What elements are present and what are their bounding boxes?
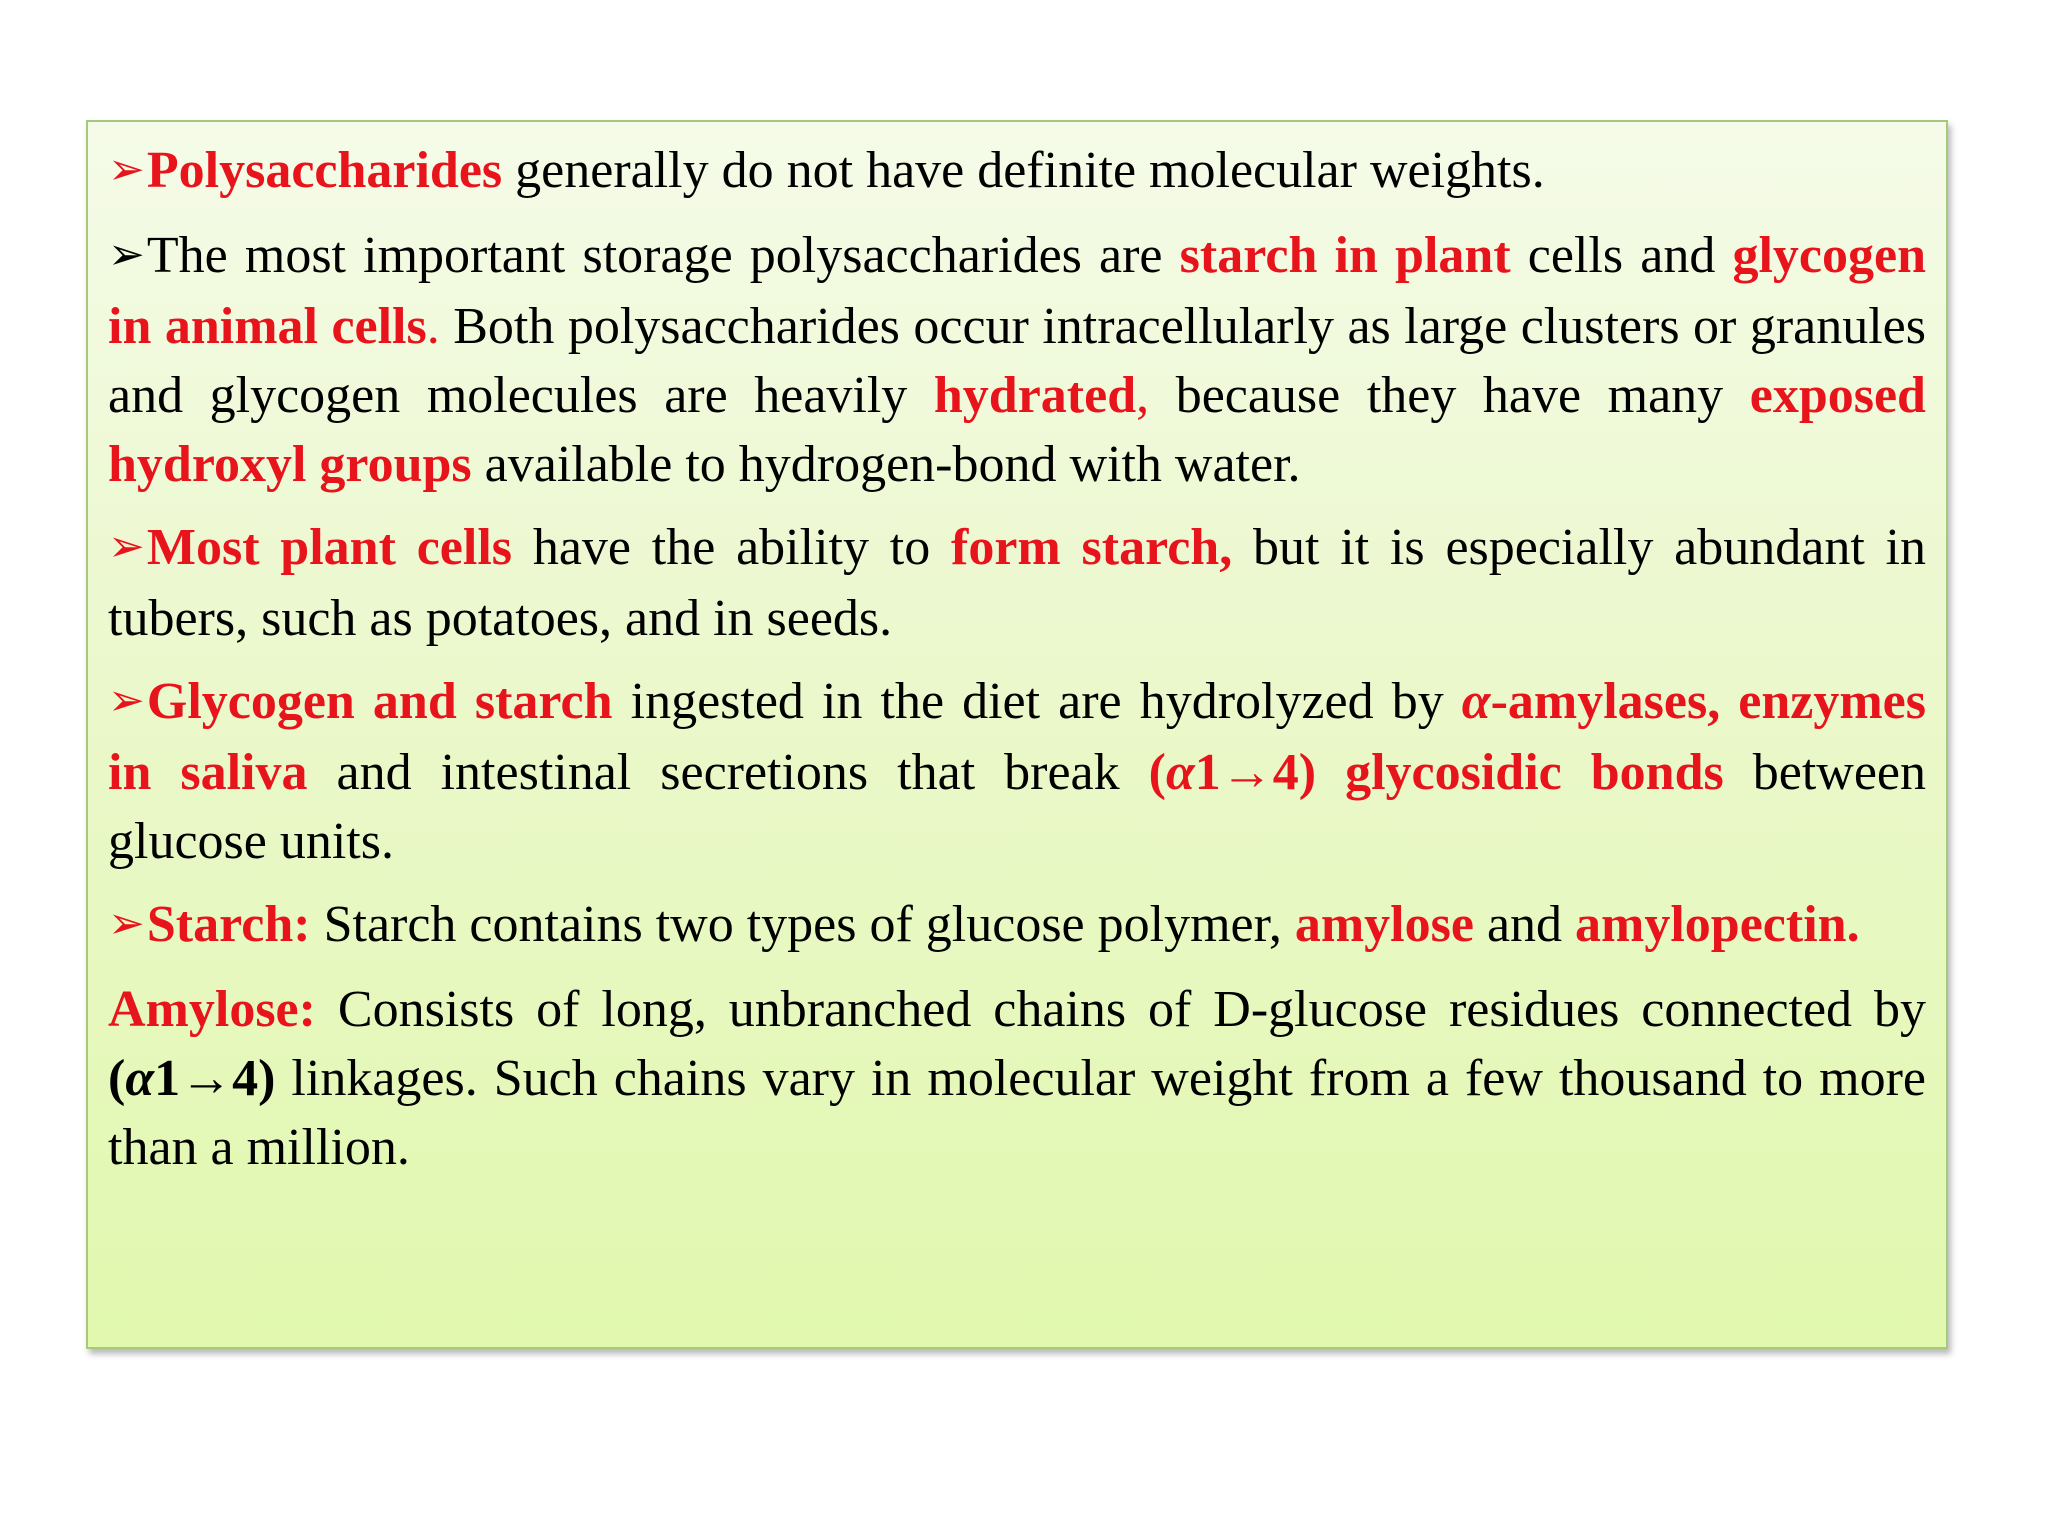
- term-amylases: -amylases, enzymes in saliva: [108, 673, 1926, 801]
- term-form-starch: form starch,: [951, 519, 1233, 576]
- term-starch-in-plant: starch in plant: [1179, 227, 1511, 284]
- text-span: The most important storage polysaccharides are: [146, 227, 1180, 284]
- arrow-bullet-icon: ➢: [108, 898, 145, 949]
- paragraph-polysaccharides: [108, 136, 1926, 207]
- alpha-symbol: α: [1165, 744, 1195, 801]
- paragraph-storage: [108, 221, 1926, 499]
- text-span: and intestinal secretions that break: [307, 744, 1149, 801]
- term-starch: Starch:: [146, 896, 311, 953]
- arrow-bullet-icon: ➢: [108, 229, 145, 280]
- text-span: ,: [1136, 367, 1150, 424]
- text-span: (: [1148, 744, 1166, 801]
- text-span: have the ability to: [512, 519, 952, 576]
- paragraph-starch: [108, 890, 1926, 961]
- term-glycogen-in-animal-cells: glycogen in animal cells: [108, 227, 1926, 355]
- text-span: ingested in the diet are hydrolyzed by: [612, 673, 1462, 730]
- paragraph-amylose: [108, 975, 1926, 1182]
- text-span: generally do not have definite molecular weights.: [502, 142, 1545, 199]
- term-exposed-hydroxyl-groups: exposed hydroxyl groups: [108, 367, 1926, 493]
- term-amylopectin: amylopectin.: [1575, 896, 1860, 953]
- paragraph-plant-cells: [108, 513, 1926, 653]
- text-span: linkages. Such chains vary in molecular weight from a few thousand to more than a million.: [108, 1050, 1926, 1176]
- text-span: available to hydrogen-bond with water.: [471, 436, 1301, 493]
- text-span: Both polysaccharides occur intracellularly as large clusters or granules and glycogen molecules are heavily: [108, 298, 1926, 424]
- text-span: (: [108, 1050, 126, 1107]
- paragraph-digestion: [108, 667, 1926, 876]
- text-span: but it is especially abundant in tubers, such as potatoes, and in seeds.: [108, 519, 1927, 647]
- text-span: between glucose units.: [108, 744, 1926, 870]
- term-glycosidic-bonds: 1→4) glycosidic bonds: [1194, 744, 1724, 801]
- term-polysaccharides: Polysaccharides: [146, 142, 503, 199]
- term-amylose-heading: Amylose:: [108, 981, 316, 1038]
- text-span: Starch contains two types of glucose polymer,: [310, 896, 1295, 953]
- text-span: Consists of long, unbranched chains of D-glucose residues connected by: [315, 981, 1926, 1038]
- arrow-bullet-icon: ➢: [108, 521, 145, 572]
- text-span: and: [1473, 896, 1576, 953]
- arrow-bullet-icon: ➢: [108, 675, 145, 726]
- text-span: because they have many: [1149, 367, 1750, 424]
- content-box: [86, 120, 1948, 1349]
- term-hydrated: hydrated: [933, 367, 1137, 424]
- term-amylose: amylose: [1294, 896, 1474, 953]
- arrow-bullet-icon: ➢: [108, 144, 145, 195]
- text-span: .: [426, 298, 440, 355]
- alpha-symbol: α: [125, 1050, 155, 1107]
- text-span: cells and: [1510, 227, 1733, 284]
- term-linkage: 1→4): [154, 1050, 276, 1107]
- alpha-symbol: α: [1461, 673, 1491, 730]
- term-glycogen-and-starch: Glycogen and starch: [146, 673, 613, 730]
- term-most-plant-cells: Most plant cells: [146, 519, 513, 576]
